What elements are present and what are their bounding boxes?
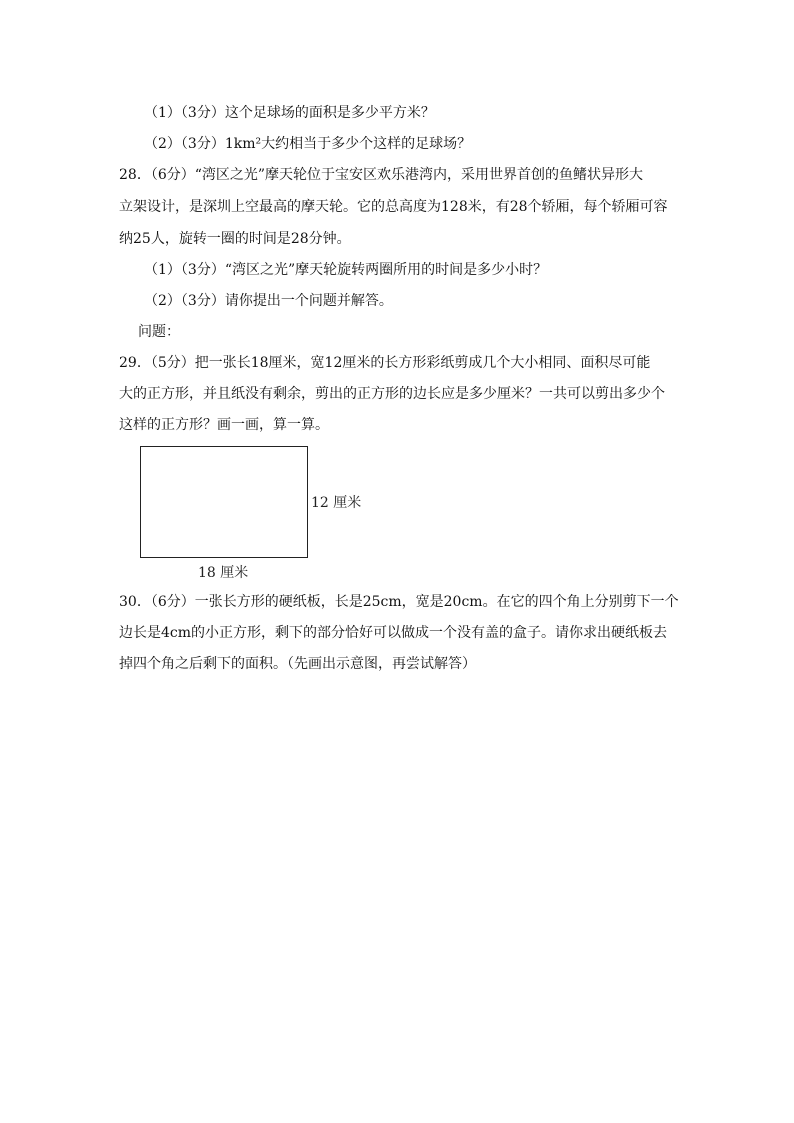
q28-sub1: （1）（3分）“湾区之光”摩天轮旋转两圈所用的时间是多少小时？ bbox=[144, 262, 548, 278]
q27-sub2: （2）（3分）1km²大约相当于多少个这样的足球场？ bbox=[144, 136, 472, 152]
q30-line1: 30．（6分）一张长方形的硬纸板，长是25cm，宽是20cm。在它的四个角上分别剪下一个 bbox=[119, 594, 679, 610]
q29-line1: 29．（5分）把一张长18厘米，宽12厘米的长方形彩纸剪成几个大小相同、面积尽可能 bbox=[119, 355, 651, 371]
q30-line2: 边长是4cm的小正方形，剩下的部分恰好可以做成一个没有盖的盒子。请你求出硬纸板去 bbox=[119, 625, 668, 641]
q28-sub2: （2）（3分）请你提出一个问题并解答。 bbox=[144, 293, 393, 309]
q27-sub1: （1）（3分）这个足球场的面积是多少平方米？ bbox=[144, 105, 435, 121]
q28-line2: 立架设计，是深圳上空最高的摩天轮。它的总高度为128米，有28个轿厢，每个轿厢可容 bbox=[119, 199, 668, 215]
length-label: 18 厘米 bbox=[198, 565, 249, 581]
width-label: 12 厘米 bbox=[311, 495, 362, 511]
q29-line2: 大的正方形，并且纸没有剩余，剪出的正方形的边长应是多少厘米？一共可以剪出多少个 bbox=[119, 386, 665, 402]
rectangle-figure bbox=[138, 446, 368, 580]
q29-line3: 这样的正方形？画一画，算一算。 bbox=[119, 417, 329, 433]
q28-line1: 28．（6分）“湾区之光”摩天轮位于宝安区欢乐港湾内，采用世界首创的鱼鳍状异形大 bbox=[119, 167, 644, 183]
q30-line3: 掉四个角之后剩下的面积。（先画出示意图，再尝试解答） bbox=[119, 656, 476, 672]
rectangle-shape bbox=[140, 446, 308, 558]
q28-line3: 纳25人，旋转一圈的时间是28分钟。 bbox=[119, 231, 351, 247]
q28-question-label: 问题： bbox=[138, 324, 180, 340]
